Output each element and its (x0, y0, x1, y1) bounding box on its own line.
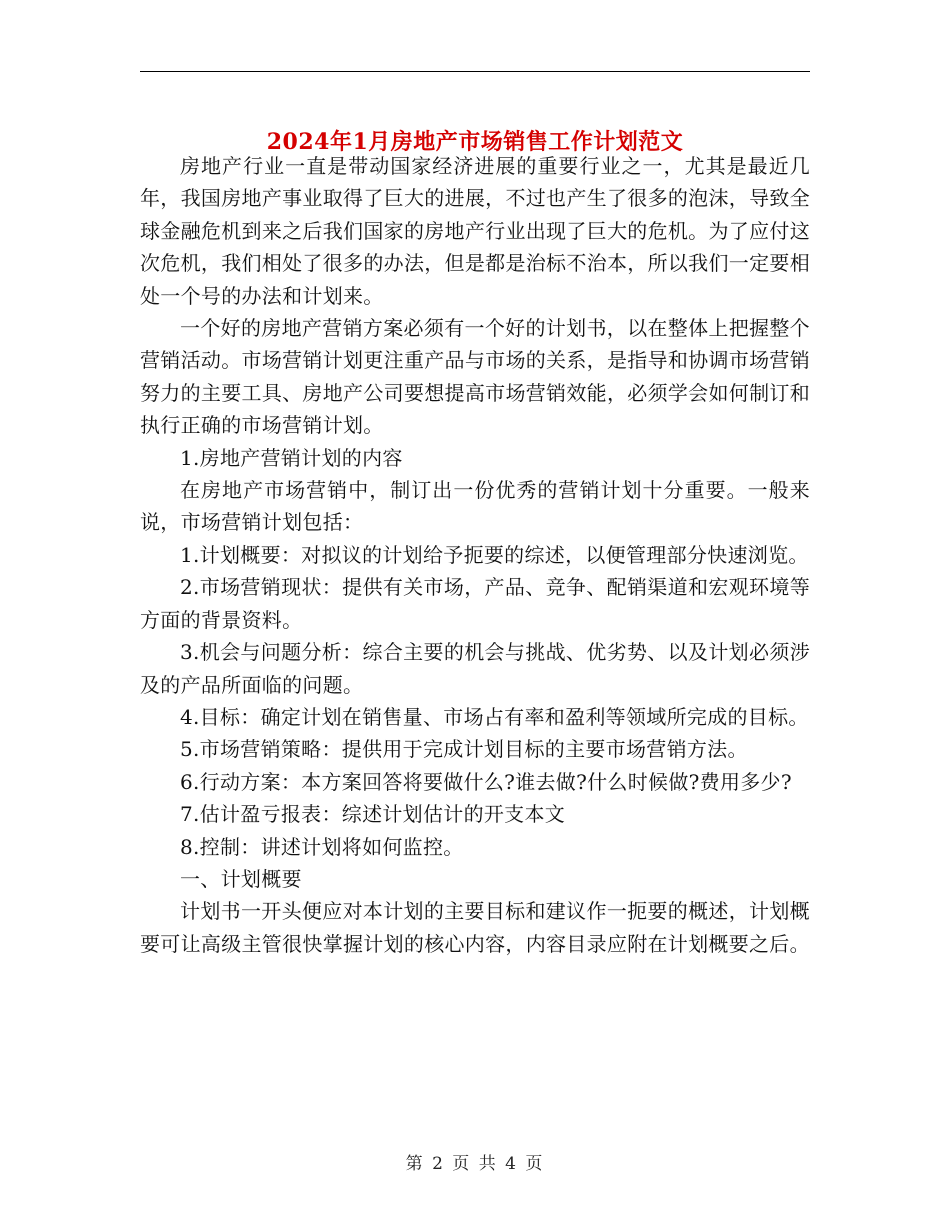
section-heading: 一、计划概要 (180, 866, 302, 891)
list-item: 2.市场营销现状：提供有关市场，产品、竞争、配销渠道和宏观环境等方面的背景资料。 (140, 575, 810, 632)
list-item: 1.计划概要：对拟议的计划给予扼要的综述，以便管理部分快速浏览。 (180, 542, 809, 567)
page-number: 第 2 页 共 4 页 (405, 1154, 545, 1174)
list-item: 8.控制：讲述计划将如何监控。 (180, 834, 464, 859)
body-paragraph: 在房地产市场营销中，制订出一份优秀的营销计划十分重要。一般来说，市场营销计划包括： (140, 478, 810, 535)
list-item: 4.目标：确定计划在销售量、市场占有率和盈利等领域所完成的目标。 (180, 704, 809, 729)
body-paragraph: 房地产行业一直是带动国家经济进展的重要行业之一，尤其是最近几年，我国房地产事业取得了巨大的进展，不过也产生了很多的泡沫，导致全球金融危机到来之后我们国家的房地产行业出现了巨大的危机。为了应付这次危机，我们相处了很多的办法，但是都是治标不治本，所以我们一定要相处一个号的办法和计划来。 (140, 154, 810, 308)
header-rule (140, 71, 810, 72)
document-title: 2024年1月房地产市场销售工作计划范文 (266, 128, 684, 155)
list-item: 6.行动方案：本方案回答将要做什么?谁去做?什么时候做?费用多少? (180, 769, 792, 794)
body-paragraph: 计划书一开头便应对本计划的主要目标和建议作一扼要的概述，计划概要可让高级主管很快掌握计划的核心内容，内容目录应附在计划概要之后。 (140, 899, 810, 956)
list-item: 5.市场营销策略：提供用于完成计划目标的主要市场营销方法。 (180, 737, 748, 762)
document-body (140, 150, 810, 960)
body-paragraph: 一个好的房地产营销方案必须有一个好的计划书，以在整体上把握整个营销活动。市场营销计划更注重产品与市场的关系，是指导和协调市场营销努力的主要工具、房地产公司要想提高市场营销效能，必须学会如何制订和执行正确的市场营销计划。 (140, 316, 810, 438)
section-heading: 1.房地产营销计划的内容 (180, 445, 403, 470)
list-item: 7.估计盈亏报表：综述计划估计的开支本文 (180, 802, 566, 827)
list-item: 3.机会与问题分析：综合主要的机会与挑战、优劣势、以及计划必须涉及的产品所面临的问题。 (140, 640, 810, 697)
